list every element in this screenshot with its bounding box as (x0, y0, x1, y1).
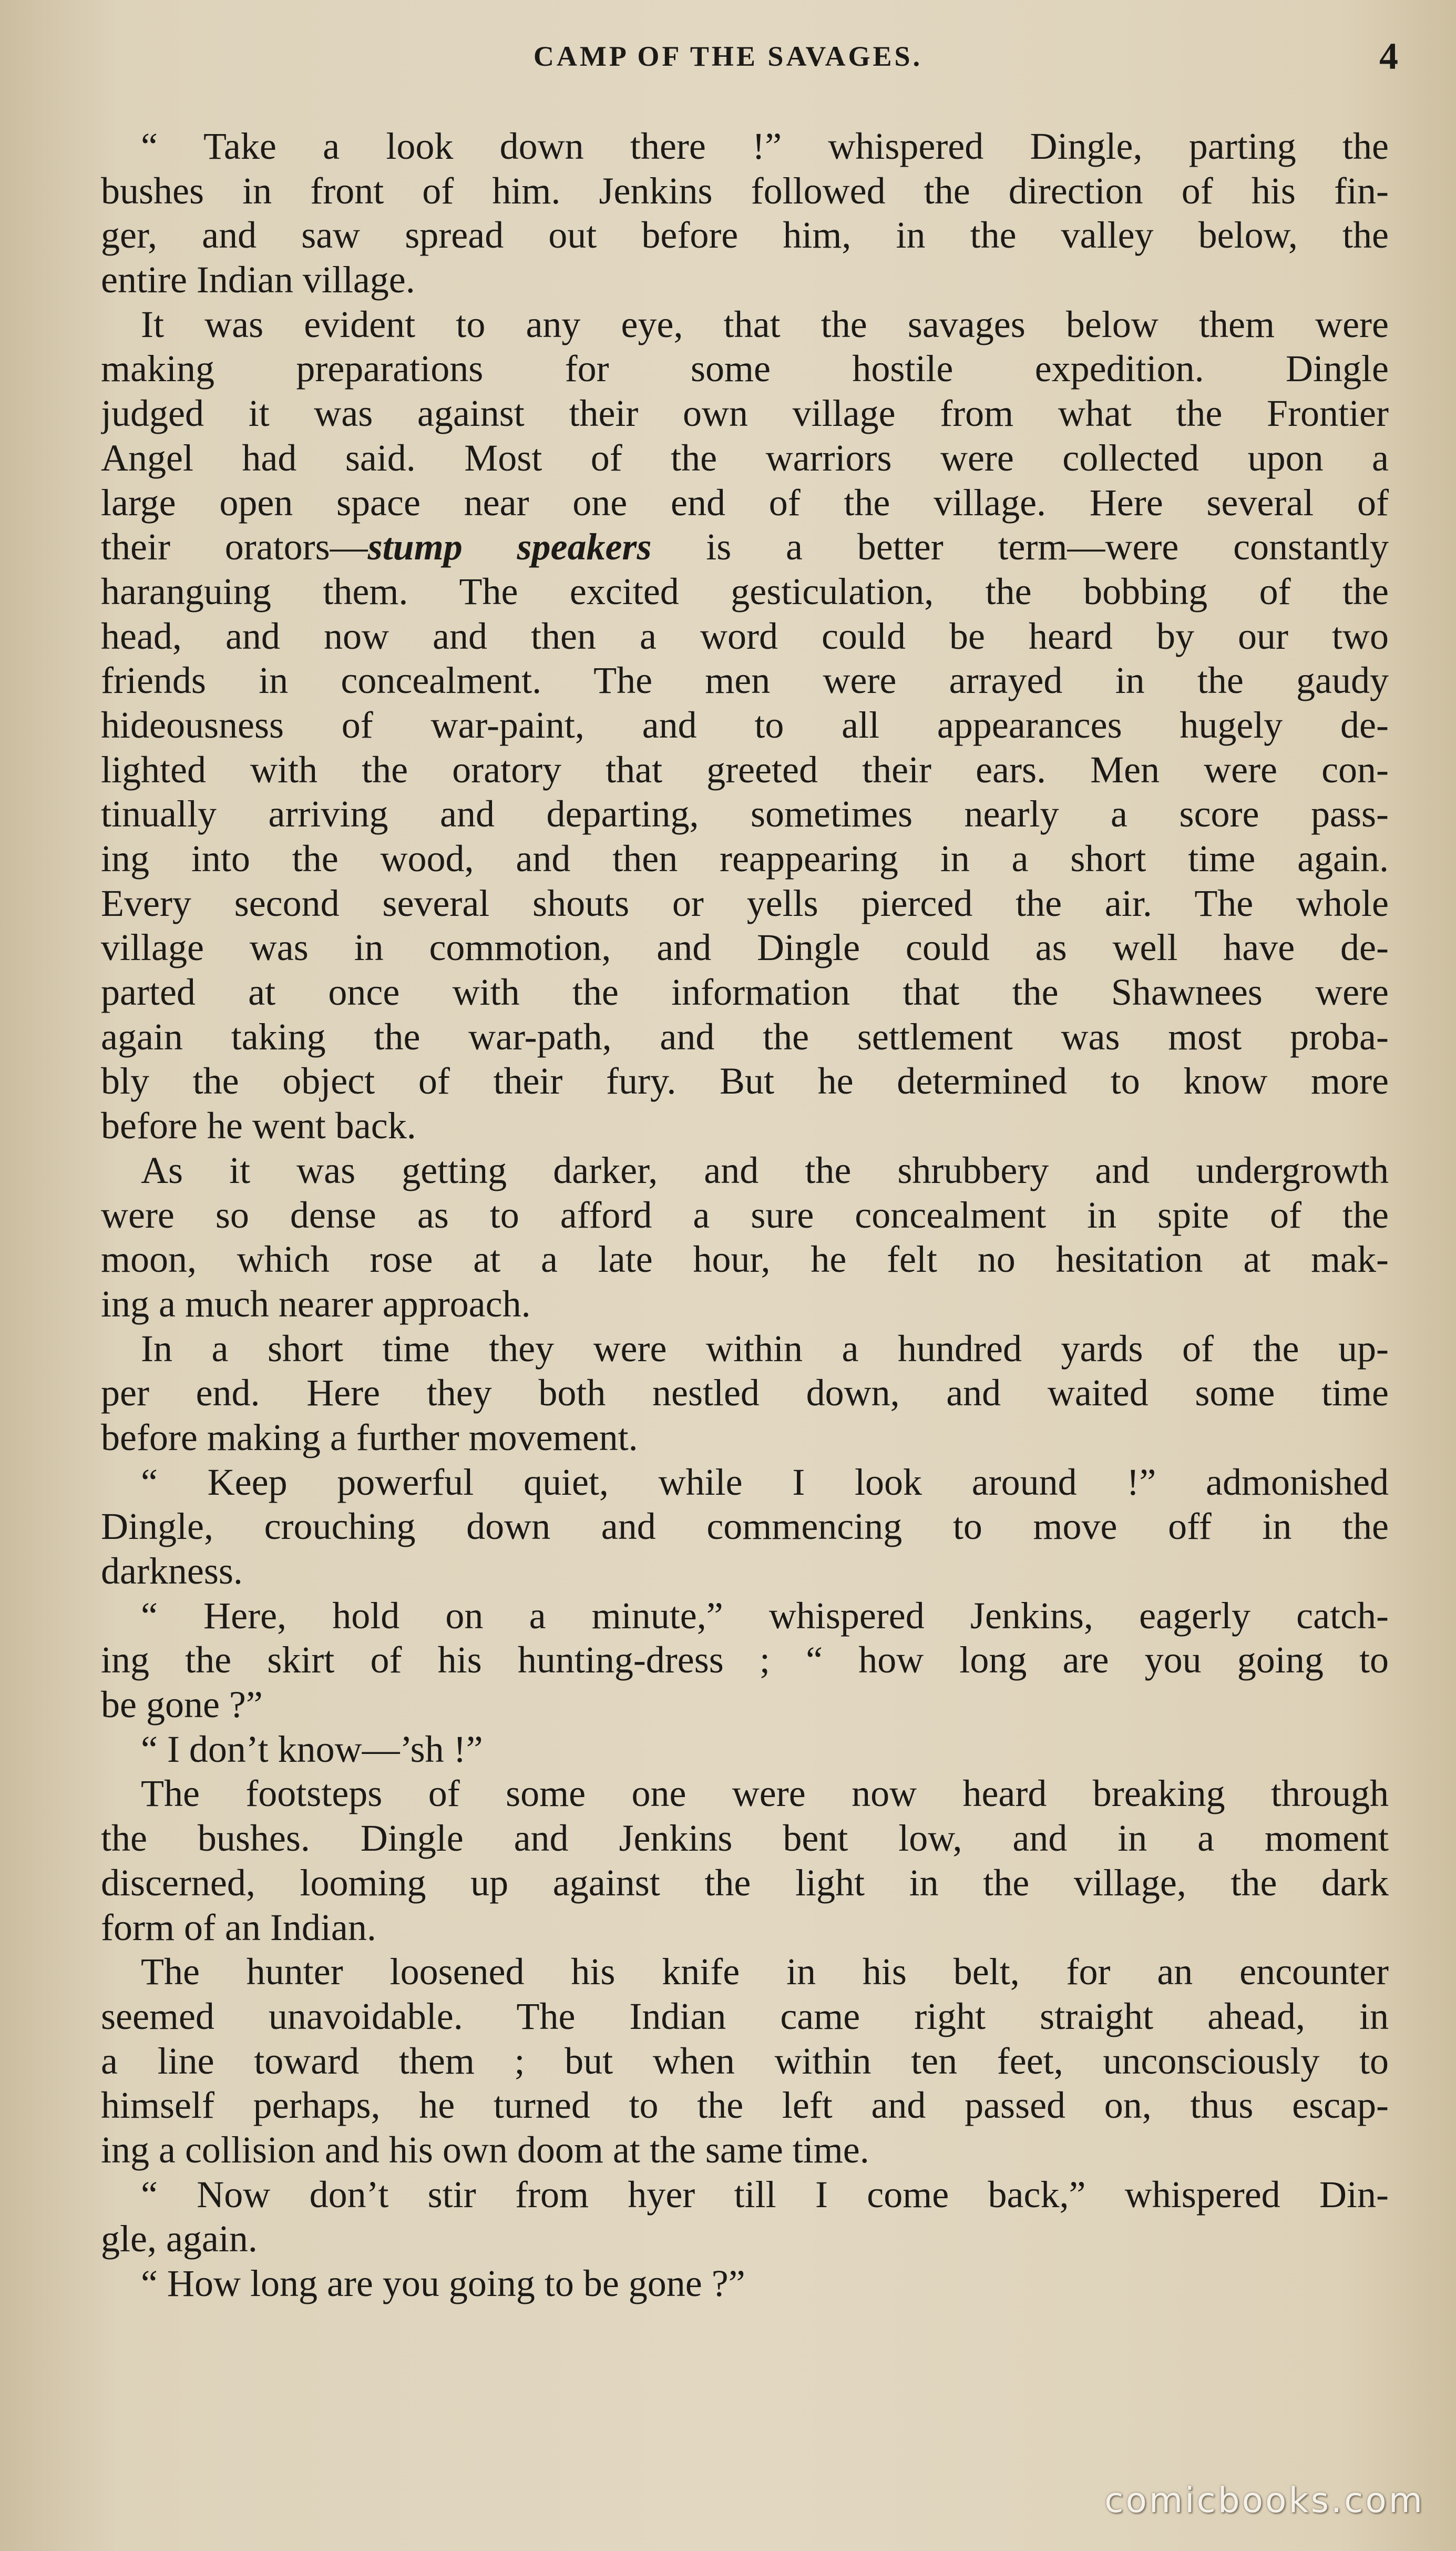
text-line-content: entire Indian village. (101, 259, 415, 301)
text-line (101, 1549, 1389, 1594)
text-line-content: per end. Here they both nestled down, and waited some time (101, 1372, 1389, 1414)
text-line (101, 1905, 1389, 1950)
text-line (101, 391, 1389, 436)
text-line (101, 925, 1389, 970)
text-line (101, 836, 1389, 881)
text-line (101, 346, 1389, 391)
text-line (101, 748, 1389, 792)
text-line-content: parted at once with the information that the Shawnees were (101, 971, 1389, 1014)
text-line-content: “ Now don’t stir from hyer till I come back,” whispered Din- (141, 2173, 1389, 2216)
text-line-content: their orators— (101, 526, 368, 568)
text-line (101, 1015, 1389, 1059)
text-line (101, 1861, 1389, 1905)
text-line-content: ger, and saw spread out before him, in the valley below, the (101, 214, 1389, 257)
text-line (101, 2083, 1389, 2128)
text-line-continuation: is a better term—were constantly (651, 526, 1389, 568)
text-line-content: ing into the wood, and then reappearing in a short time again. (101, 838, 1389, 880)
text-line (101, 1237, 1389, 1282)
text-line-content: bly the object of their fury. But he determined to know more (101, 1060, 1389, 1103)
text-line-content: before making a further movement. (101, 1416, 638, 1458)
text-line (101, 569, 1389, 614)
text-line-content: large open space near one end of the village. Here several of (101, 481, 1389, 524)
text-line-content: discerned, looming up against the light in the village, the dark (101, 1861, 1389, 1904)
text-line-content: bushes in front of him. Jenkins followed the direction of his fin- (101, 169, 1389, 212)
text-line-content: again taking the war-path, and the settlement was most proba- (101, 1015, 1389, 1058)
text-line-content: In a short time they were within a hundred yards of the up- (141, 1327, 1389, 1370)
text-line (101, 1727, 1389, 1772)
text-line (101, 1594, 1389, 1638)
text-line-content: ing the skirt of his hunting-dress ; “ how long are you going to (101, 1639, 1389, 1681)
text-line (101, 1504, 1389, 1549)
text-line-content: making preparations for some hostile expedition. Dingle (101, 348, 1389, 390)
text-line (101, 1282, 1389, 1326)
watermark: comicbooks.com (1104, 2480, 1424, 2521)
text-line (101, 302, 1389, 347)
text-line-content: ing a collision and his own doom at the same time. (101, 2128, 869, 2171)
text-line (101, 1326, 1389, 1371)
text-line (101, 1771, 1389, 1816)
text-line (101, 1371, 1389, 1415)
text-line-content: ing a much nearer approach. (101, 1282, 531, 1325)
page-number: 4 (1379, 35, 1398, 77)
text-line (101, 1148, 1389, 1193)
text-line-content: As it was getting darker, and the shrubbery and undergrowth (141, 1149, 1389, 1191)
text-line-content: before he went back. (101, 1105, 416, 1147)
text-line-content: “ Keep powerful quiet, while I look around !” admonished (141, 1461, 1389, 1503)
text-line-content: Every second several shouts or yells pierced the air. The whole (101, 882, 1389, 924)
text-line-content: “ I don’t know—’sh !” (141, 1728, 483, 1770)
text-line (101, 970, 1389, 1015)
text-line (101, 1638, 1389, 1682)
text-line (101, 1994, 1389, 2039)
text-line-content: haranguing them. The excited gesticulation, the bobbing of the (101, 570, 1389, 613)
text-line (101, 658, 1389, 703)
text-line (101, 1415, 1389, 1460)
text-line (101, 1193, 1389, 1238)
text-line-content: “ How long are you going to be gone ?” (141, 2262, 745, 2304)
text-line-content: judged it was against their own village from what the Frontier (101, 392, 1389, 435)
text-line (101, 1682, 1389, 1727)
text-line-content: seemed unavoidable. The Indian came right straight ahead, in (101, 1995, 1389, 2037)
text-line (101, 525, 1389, 569)
text-line-content: a line toward them ; but when within ten feet, unconsciously to (101, 2039, 1389, 2082)
text-line-content: friends in concealment. The men were arrayed in the gaudy (101, 659, 1389, 702)
text-line (101, 481, 1389, 525)
text-line-content: himself perhaps, he turned to the left and passed on, thus escap- (101, 2084, 1389, 2127)
text-line-content: village was in commotion, and Dingle could as well have de- (101, 926, 1389, 969)
text-line (101, 2039, 1389, 2084)
text-line (101, 2261, 1389, 2306)
text-line-content: The hunter loosened his knife in his belt, for an encounter (141, 1951, 1389, 1993)
italic-phrase: stump speakers (367, 526, 652, 568)
text-line (101, 124, 1389, 169)
text-line-content: be gone ?” (101, 1683, 263, 1726)
text-line-content: “ Take a look down there !” whispered Dingle, parting the (141, 125, 1389, 167)
text-line (101, 792, 1389, 836)
text-line (101, 703, 1389, 748)
text-line-content: darkness. (101, 1550, 243, 1592)
text-line-content: The footsteps of some one were now heard breaking through (141, 1772, 1389, 1815)
text-line-content: hideousness of war-paint, and to all appearances hugely de- (101, 703, 1389, 746)
page-header (58, 33, 1398, 80)
text-line (101, 1104, 1389, 1148)
text-line (101, 881, 1389, 926)
text-line-content: “ Here, hold on a minute,” whispered Jenkins, eagerly catch- (141, 1594, 1389, 1637)
text-line-content: moon, which rose at a late hour, he felt no hesitation at mak- (101, 1238, 1389, 1281)
text-line (101, 1816, 1389, 1861)
text-line (101, 1460, 1389, 1505)
text-line (101, 2172, 1389, 2217)
text-line (101, 2128, 1389, 2172)
text-line-content: Dingle, crouching down and commencing to move off in the (101, 1505, 1389, 1548)
text-line-content: tinually arriving and departing, sometimes nearly a score pass- (101, 793, 1389, 835)
text-line (101, 1950, 1389, 1994)
text-line (101, 1059, 1389, 1104)
text-line (101, 436, 1389, 481)
text-line-content: form of an Indian. (101, 1906, 376, 1948)
running-head: CAMP OF THE SAVAGES. (533, 40, 923, 72)
text-line (101, 2217, 1389, 2261)
text-line-content: lighted with the oratory that greeted their ears. Men were con- (101, 748, 1389, 791)
text-line-content: were so dense as to afford a sure concealment in spite of the (101, 1193, 1389, 1236)
body-text (101, 124, 1389, 2306)
text-line-content: gle, again. (101, 2218, 258, 2260)
text-line (101, 169, 1389, 213)
text-line (101, 213, 1389, 258)
text-line (101, 258, 1389, 302)
text-line-content: head, and now and then a word could be heard by our two (101, 615, 1389, 657)
text-line (101, 614, 1389, 659)
text-line-content: It was evident to any eye, that the savages below them were (141, 303, 1389, 345)
text-line-content: Angel had said. Most of the warriors were collected upon a (101, 436, 1389, 479)
text-line-content: the bushes. Dingle and Jenkins bent low, and in a moment (101, 1817, 1389, 1860)
